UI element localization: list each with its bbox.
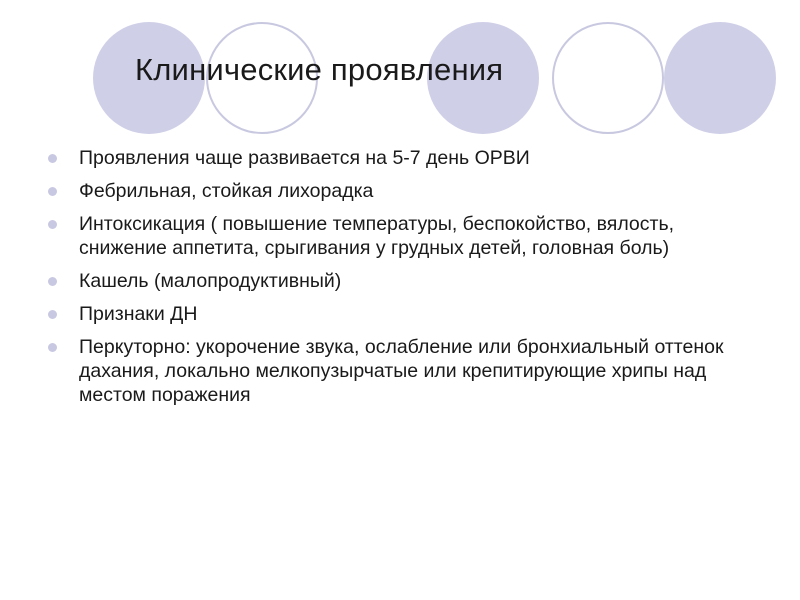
bullet-text: Интоксикация ( повышение температуры, беспокойство, вялость, снижение аппетита, срыгивания у грудных детей, головная боль)	[79, 213, 675, 259]
bullet-item	[48, 179, 738, 203]
bullet-text: Фебрильная, стойкая лихорадка	[79, 180, 374, 202]
bullet-dot-icon	[48, 154, 57, 163]
bullet-dot-icon	[48, 187, 57, 196]
bullet-text: Перкуторно: укорочение звука, ослабление или бронхиальный оттенок дахания, локально мелкопузырчатые или крепитирующие хрипы над местом поражения	[79, 336, 724, 406]
bullet-list	[48, 146, 738, 416]
bullet-text: Проявления чаще развивается на 5-7 день ОРВИ	[79, 147, 530, 169]
bullet-dot-icon	[48, 277, 57, 286]
bullet-item	[48, 335, 738, 407]
bullet-text: Кашель (малопродуктивный)	[79, 270, 342, 292]
decorative-circle-outline	[552, 22, 664, 134]
bullet-dot-icon	[48, 310, 57, 319]
bullet-item	[48, 212, 738, 260]
bullet-item	[48, 146, 738, 170]
bullet-item	[48, 302, 738, 326]
bullet-item	[48, 269, 738, 293]
slide-title: Клинические проявления	[135, 52, 504, 87]
bullet-text: Признаки ДН	[79, 303, 198, 325]
decorative-circle-filled	[664, 22, 776, 134]
bullet-dot-icon	[48, 343, 57, 352]
bullet-dot-icon	[48, 220, 57, 229]
